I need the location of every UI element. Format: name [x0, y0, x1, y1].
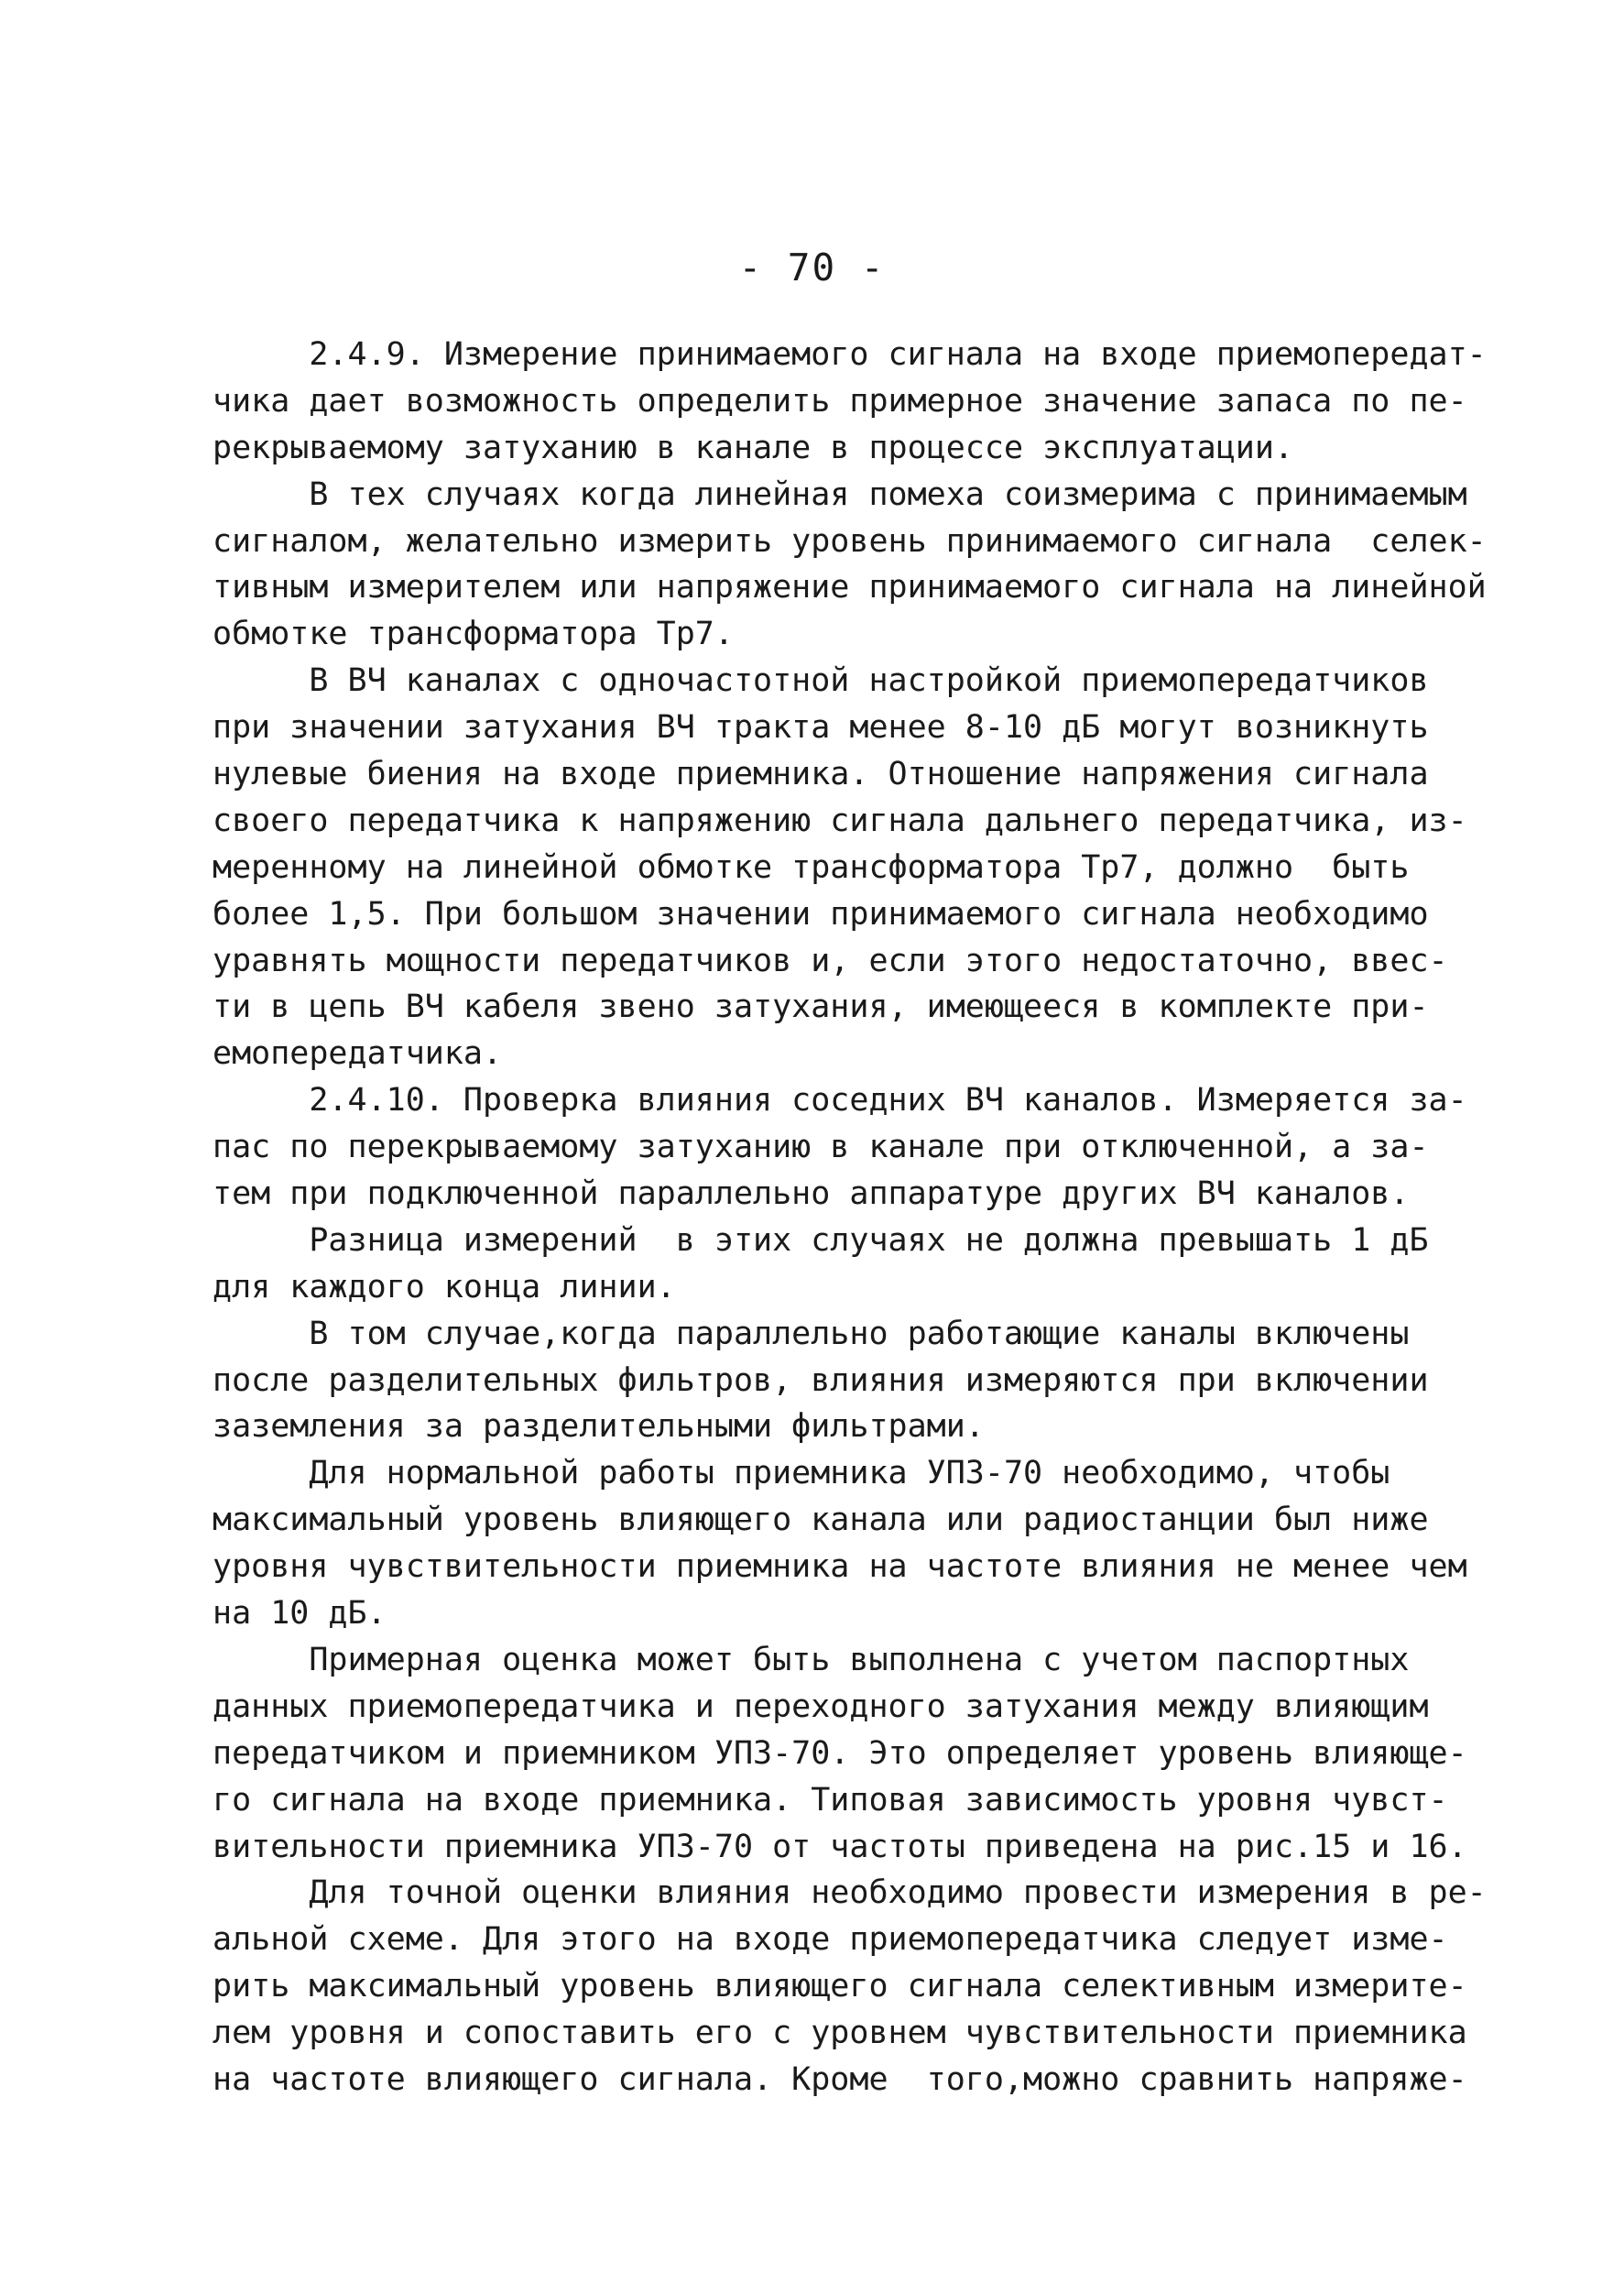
text-line: передатчиком и приемником УПЗ-70. Это определяет уровень влияюще-	[213, 1734, 1467, 1772]
text-line: на частоте влияющего сигнала. Кроме того,можно сравнить напряже-	[213, 2060, 1467, 2098]
text-line: уровня чувствительности приемника на частоте влияния не менее чем	[213, 1548, 1467, 1586]
text-line: тивным измерителем или напряжение принимаемого сигнала на линейной	[213, 569, 1487, 606]
text-line: В тех случаях когда линейная помеха соизмерима с принимаемым	[213, 475, 1467, 513]
text-line: В ВЧ каналах с одночастотной настройкой приемопередатчиков	[213, 662, 1429, 700]
body-text	[213, 332, 1504, 2103]
text-line: альной схеме. Для этого на входе приемопередатчика следует изме-	[213, 1921, 1448, 1959]
text-line: более 1,5. При большом значении принимаемого сигнала необходимо	[213, 895, 1429, 933]
text-line: меренному на линейной обмотке трансформатора Тр7, должно быть	[213, 848, 1410, 886]
text-line: В том случае,когда параллельно работающие каналы включены	[213, 1315, 1410, 1352]
text-line: нулевые биения на входе приемника. Отношение напряжения сигнала	[213, 756, 1429, 793]
text-line: Разница измерений в этих случаях не должна превышать 1 дБ	[213, 1221, 1429, 1259]
text-line: 2.4.10. Проверка влияния соседних ВЧ каналов. Измеряется за-	[213, 1082, 1467, 1120]
text-line: заземления за разделительными фильтрами.	[213, 1408, 985, 1446]
text-line: уравнять мощности передатчиков и, если этого недостаточно, ввес-	[213, 942, 1448, 979]
text-line: 2.4.9. Измерение принимаемого сигнала на входе приемопередат-	[213, 336, 1487, 373]
text-line: емопередатчика.	[213, 1035, 503, 1073]
text-line: лем уровня и сопоставить его с уровнем чувствительности приемника	[213, 2015, 1467, 2052]
text-line: Примерная оценка может быть выполнена с учетом паспортных	[213, 1641, 1410, 1678]
text-line: го сигнала на входе приемника. Типовая зависимость уровня чувст-	[213, 1781, 1448, 1819]
text-line: при значении затухания ВЧ тракта менее 8-10 дБ могут возникнуть	[213, 709, 1429, 747]
text-line: на 10 дБ.	[213, 1595, 387, 1633]
text-line: сигналом, желательно измерить уровень принимаемого сигнала селек-	[213, 522, 1487, 560]
text-line: тем при подключенной параллельно аппаратуре других ВЧ каналов.	[213, 1175, 1410, 1213]
text-line: своего передатчика к напряжению сигнала дальнего передатчика, из-	[213, 802, 1467, 839]
text-line: Для нормальной работы приемника УПЗ-70 необходимо, чтобы	[213, 1455, 1390, 1492]
text-line: рекрываемому затуханию в канале в процессе эксплуатации.	[213, 429, 1294, 466]
text-line: ти в цепь ВЧ кабеля звено затухания, имеющееся в комплекте при-	[213, 989, 1429, 1026]
text-line: данных приемопередатчика и переходного затухания между влияющим	[213, 1688, 1429, 1725]
page-number: - 70 -	[738, 246, 886, 289]
text-line: для каждого конца линии.	[213, 1268, 676, 1305]
text-line: рить максимальный уровень влияющего сигнала селективным измерите-	[213, 1968, 1467, 2005]
text-line: максимальный уровень влияющего канала или радиостанции был ниже	[213, 1502, 1429, 1539]
text-line: после разделительных фильтров, влияния измеряются при включении	[213, 1361, 1429, 1399]
text-line: чика дает возможность определить примерное значение запаса по пе-	[213, 382, 1467, 420]
text-line: вительности приемника УПЗ-70 от частоты приведена на рис.15 и 16.	[213, 1828, 1467, 1865]
text-line: Для точной оценки влияния необходимо провести измерения в ре-	[213, 1874, 1487, 1912]
text-line: обмотке трансформатора Тр7.	[213, 616, 734, 653]
text-line: пас по перекрываемому затуханию в канале при отключенной, а за-	[213, 1129, 1429, 1166]
